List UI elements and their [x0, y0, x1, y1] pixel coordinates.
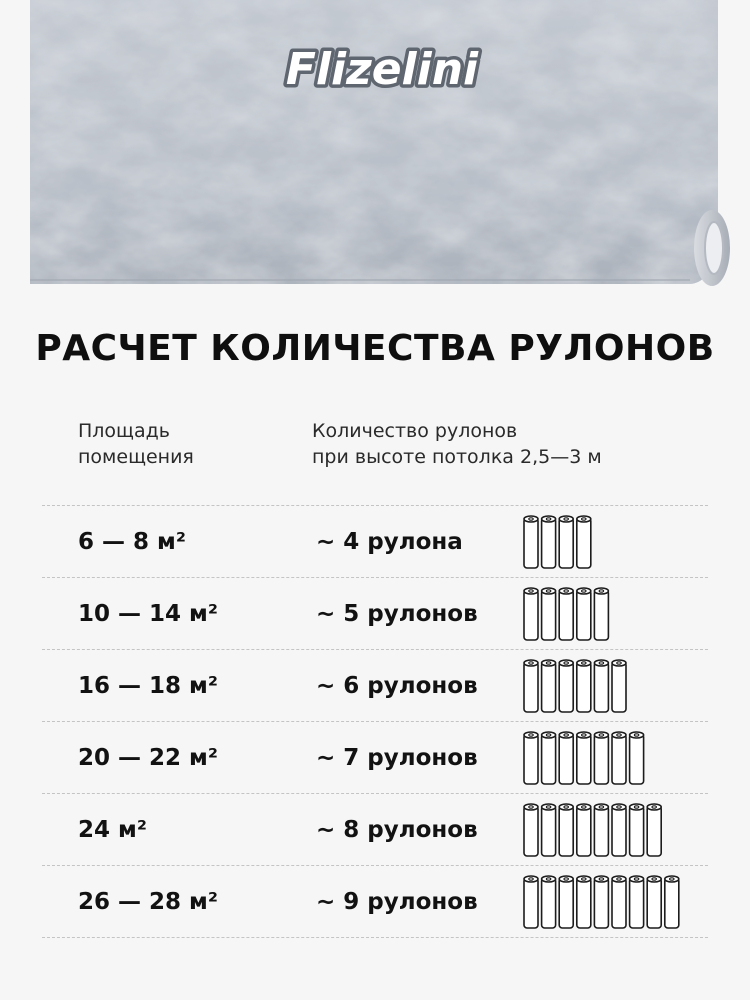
wallpaper-roll-icon: [559, 876, 573, 928]
wallpaper-roll-icon: [542, 660, 556, 712]
brand-logo: [262, 28, 502, 108]
wallpaper-roll-icon: [577, 588, 591, 640]
column-header-rolls: [312, 418, 712, 470]
column-header-area-line1: Площадь: [78, 420, 170, 442]
column-header-rolls-line1: Количество рулонов: [312, 420, 518, 442]
column-header-area-line2: помещения: [78, 446, 194, 468]
wallpaper-roll-icon: [559, 804, 573, 856]
wallpaper-roll-icon: [612, 660, 626, 712]
table-row: [0, 649, 750, 721]
brand-logo-text: Flizelini: [285, 44, 479, 95]
row-rolls: ~ 7 рулонов: [316, 745, 478, 771]
wallpaper-roll-icon: [577, 804, 591, 856]
wallpaper-roll-icon: [542, 588, 556, 640]
row-area: 10 — 14 м²: [78, 601, 218, 627]
roll-icons-group: [522, 730, 692, 786]
row-rolls: ~ 4 рулона: [316, 529, 463, 555]
wallpaper-roll-icon: [594, 660, 608, 712]
wallpaper-roll-icon: [524, 732, 538, 784]
row-area: 6 — 8 м²: [78, 529, 186, 555]
wallpaper-roll-icon: [542, 732, 556, 784]
row-area: 20 — 22 м²: [78, 745, 218, 771]
wallpaper-roll-icon: [577, 732, 591, 784]
wallpaper-roll-icon: [577, 876, 591, 928]
roll-icons-group: [522, 802, 692, 858]
wallpaper-roll-icon: [594, 588, 608, 640]
row-rolls: ~ 8 рулонов: [316, 817, 478, 843]
roll-icons-group: [522, 874, 692, 930]
roll-icons-group: [522, 658, 692, 714]
wallpaper-roll-icon: [612, 876, 626, 928]
wallpaper-roll-icon: [577, 516, 591, 568]
table-row: [0, 721, 750, 793]
wallpaper-roll-icon: [559, 588, 573, 640]
wallpaper-roll-icon: [524, 516, 538, 568]
wallpaper-roll-icon: [665, 876, 679, 928]
wallpaper-roll-icon: [594, 876, 608, 928]
table-row: [0, 865, 750, 937]
column-header-area: [78, 418, 278, 470]
row-rolls: ~ 6 рулонов: [316, 673, 478, 699]
roll-icons-group: [522, 586, 692, 642]
row-area: 16 — 18 м²: [78, 673, 218, 699]
wallpaper-roll-icon: [559, 660, 573, 712]
wallpaper-roll-icon: [630, 804, 644, 856]
wallpaper-roll-icon: [542, 804, 556, 856]
wallpaper-roll-icon: [559, 732, 573, 784]
table-row: [0, 793, 750, 865]
wallpaper-roll-icon: [594, 804, 608, 856]
table-row: [0, 577, 750, 649]
wallpaper-roll-icon: [630, 732, 644, 784]
page-title: РАСЧЕТ КОЛИЧЕСТВА РУЛОНОВ: [35, 328, 715, 369]
row-divider: [42, 937, 708, 938]
wallpaper-roll-icon: [542, 876, 556, 928]
wallpaper-roll-icon: [524, 660, 538, 712]
wallpaper-roll-icon: [630, 876, 644, 928]
row-area: 24 м²: [78, 817, 147, 843]
wallpaper-roll-icon: [647, 876, 661, 928]
row-area: 26 — 28 м²: [78, 889, 218, 915]
row-rolls: ~ 9 рулонов: [316, 889, 478, 915]
wallpaper-roll-icon: [524, 876, 538, 928]
roll-icons-group: [522, 514, 692, 570]
wallpaper-roll-icon: [542, 516, 556, 568]
wallpaper-roll-icon: [612, 732, 626, 784]
wallpaper-roll-icon: [524, 804, 538, 856]
wallpaper-roll-icon: [647, 804, 661, 856]
wallpaper-roll-icon: [594, 732, 608, 784]
table-row: [0, 505, 750, 577]
row-rolls: ~ 5 рулонов: [316, 601, 478, 627]
wallpaper-roll-icon: [524, 588, 538, 640]
wallpaper-roll-icon: [559, 516, 573, 568]
column-header-rolls-line2: при высоте потолка 2,5—3 м: [312, 446, 602, 468]
wallpaper-roll-icon: [612, 804, 626, 856]
wallpaper-roll-icon: [577, 660, 591, 712]
